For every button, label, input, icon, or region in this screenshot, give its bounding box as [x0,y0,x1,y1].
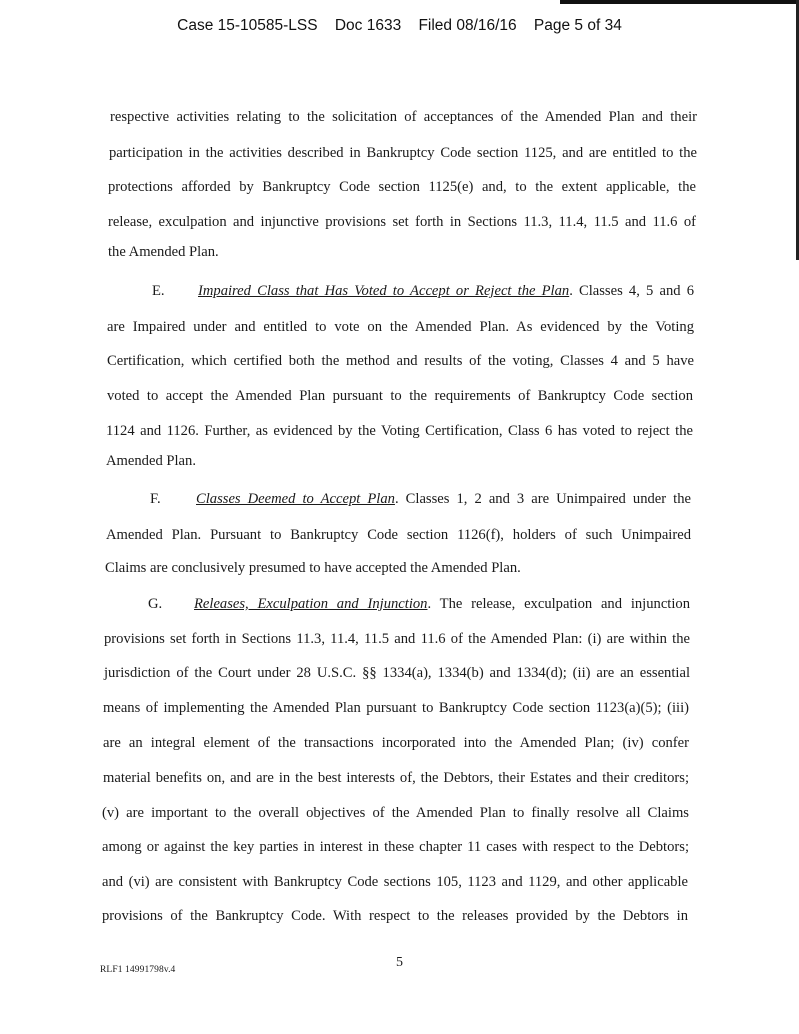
section-e-heading: Impaired Class that Has Voted to Accept or Reject the Plan [198,283,570,299]
body-line: Amended Plan. Pursuant to Bankruptcy Code section 1126(f), holders of such Unimpaired [106,527,691,543]
body-line: means of implementing the Amended Plan pursuant to Bankruptcy Code section 1123(a)(5); (iii) [103,700,689,716]
body-line: (v) are important to the overall objectives of the Amended Plan to finally resolve all Claims [102,805,689,821]
section-e-label: E. [152,283,165,299]
section-g-first-line-text: . The release, exculpation and injunction [427,596,690,612]
body-line: provisions of the Bankruptcy Code. With respect to the releases provided by the Debtors in [102,908,688,924]
doc-number: Doc 1633 [334,17,402,34]
page-of-total: Page 5 of 34 [533,17,622,34]
body-line: are Impaired under and entitled to vote on the Amended Plan. As evidenced by the Voting [107,319,694,335]
section-f-first-line-text: . Classes 1, 2 and 3 are Unimpaired under the [394,491,691,507]
body-line: are an integral element of the transactions incorporated into the Amended Plan; (iv) confer [103,735,689,751]
body-line: voted to accept the Amended Plan pursuant to the requirements of Bankruptcy Code section [107,388,693,404]
body-line: Claims are conclusively presumed to have accepted the Amended Plan. [105,560,521,576]
body-line: 1124 and 1126. Further, as evidenced by the Voting Certification, Class 6 has voted to reject the [106,423,693,439]
section-e-first-line [152,284,694,299]
section-e-first-line-text: . Classes 4, 5 and 6 [569,283,694,299]
body-line: respective activities relating to the solicitation of acceptances of the Amended Plan and their [110,109,697,125]
filed-date: Filed 08/16/16 [418,17,517,34]
body-line: material benefits on, and are in the best interests of, the Debtors, their Estates and their creditors; [103,770,689,786]
body-line: the Amended Plan. [108,244,219,260]
section-g-heading: Releases, Exculpation and Injunction [194,596,428,612]
case-number: Case 15-10585-LSS [177,17,318,34]
court-filing-header [0,17,799,35]
body-line: and (vi) are consistent with Bankruptcy Code sections 105, 1123 and 1129, and other applicable [102,874,688,890]
section-f-label: F. [150,491,161,507]
body-line: participation in the activities described in Bankruptcy Code section 1125, and are entitled to the [109,145,697,161]
body-line: provisions set forth in Sections 11.3, 11.4, 11.5 and 11.6 of the Amended Plan: (i) are within the [104,631,690,647]
page-number: 5 [396,955,403,970]
section-f-heading: Classes Deemed to Accept Plan [196,491,395,507]
body-line: among or against the key parties in interest in these chapter 11 cases with respect to the Debtors; [102,839,689,855]
section-f-first-line [150,492,691,507]
section-g-first-line [148,597,690,612]
section-g-label: G. [148,596,163,612]
document-id: RLF1 14991798v.4 [100,965,176,975]
body-line: jurisdiction of the Court under 28 U.S.C. §§ 1334(a), 1334(b) and 1334(d); (ii) are an essential [104,665,690,681]
body-line: protections afforded by Bankruptcy Code section 1125(e) and, to the extent applicable, the [108,179,696,195]
body-line: Certification, which certified both the method and results of the voting, Classes 4 and 5 have [107,353,694,369]
body-line: release, exculpation and injunctive provisions set forth in Sections 11.3, 11.4, 11.5 and 11.6 of [108,214,696,230]
scan-border-top [560,0,799,4]
body-line: Amended Plan. [106,453,196,469]
